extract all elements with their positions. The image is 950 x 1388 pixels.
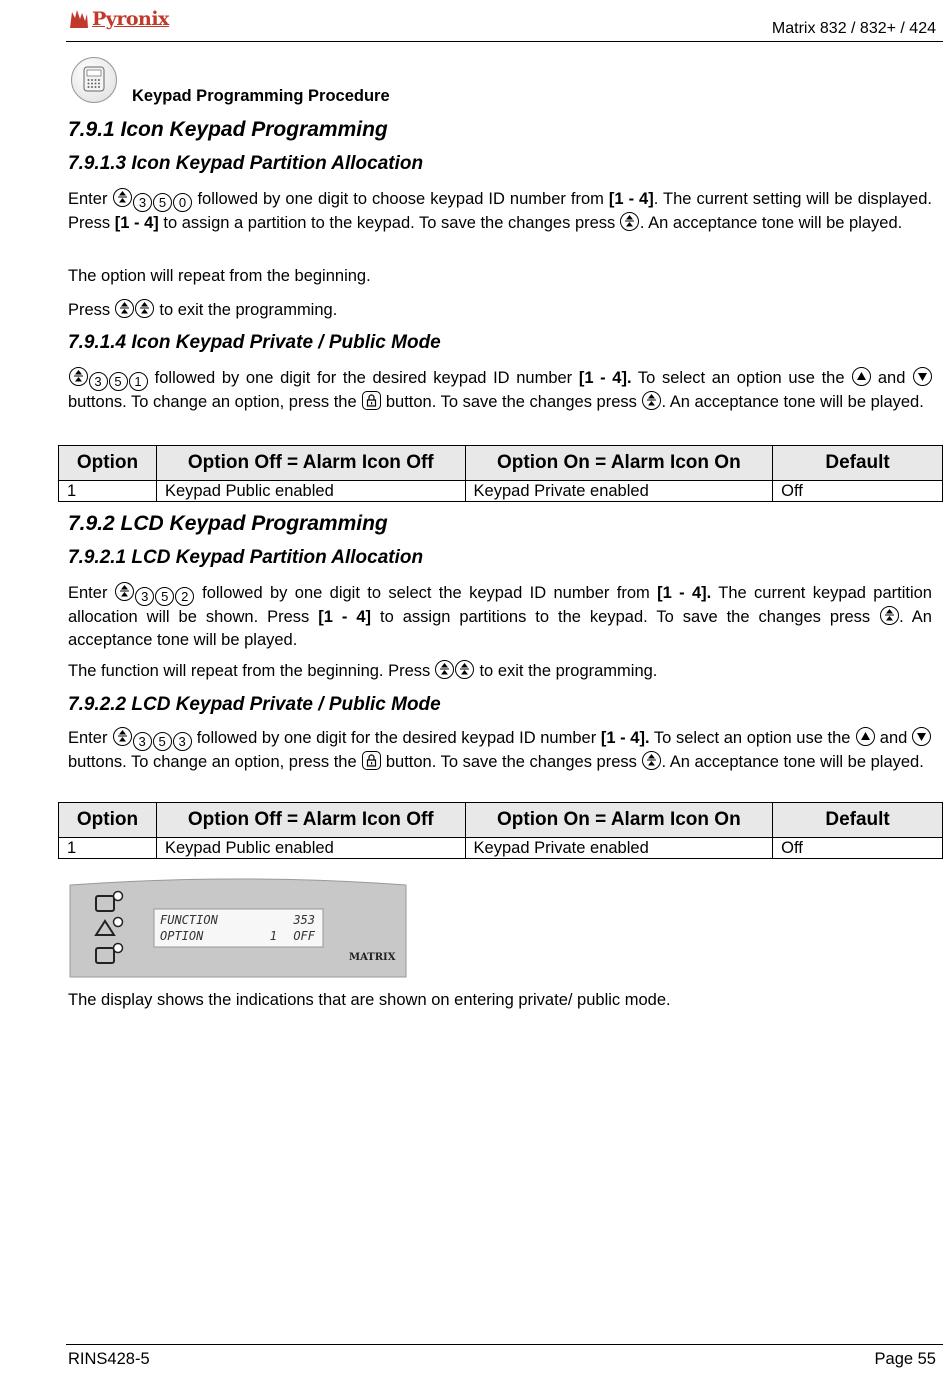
program-key-icon xyxy=(113,727,132,746)
program-key-icon xyxy=(135,299,154,318)
paragraph-7913-3: Press to exit the programming. xyxy=(68,301,338,319)
digit-key-3: 3 xyxy=(89,372,108,391)
up-arrow-key-icon xyxy=(852,367,871,386)
up-arrow-key-icon xyxy=(856,727,875,746)
lcd-line1-label: FUNCTION xyxy=(160,913,218,927)
lcd-line1-value: 353 xyxy=(293,913,315,927)
flame-icon xyxy=(68,8,90,30)
lcd-line2-num: 1 xyxy=(269,929,277,943)
digit-key-5: 5 xyxy=(109,372,128,391)
procedure-title: Keypad Programming Procedure xyxy=(132,87,390,105)
table-row: 1 Keypad Public enabled Keypad Private enabled Off xyxy=(59,481,943,502)
digit-key-0: 0 xyxy=(173,193,192,212)
paragraph-7922: Enter 3 5 3 followed by one digit for the desired keypad ID number [1 - 4]. To select an option use the and buttons. To change an option, press the button. To save the changes press . An acceptance tone will be played. xyxy=(68,727,932,774)
paragraph-7913-1: Enter 3 5 0 followed by one digit to choose keypad ID number from [1 - 4]. The current setting will be displayed. Press [1 - 4] to assign a partition to the keypad. To save the changes press . An acceptance tone will be played. xyxy=(68,190,932,232)
brand-name: Pyronix xyxy=(92,8,169,30)
model-title: Matrix 832 / 832+ / 424 xyxy=(771,20,936,37)
section-title-7913: 7.9.1.3 Icon Keypad Partition Allocation xyxy=(68,153,424,174)
paragraph-7921-1: Enter 3 5 2 followed by one digit to select the keypad ID number from [1 - 4]. The current keypad partition allocation will be shown. Press [1 - 4] to assign partitions to the keypad. To save the changes press . An acceptance tone will be played. xyxy=(68,584,932,649)
digit-key-3: 3 xyxy=(135,587,154,606)
table-header: Option Off = Alarm Icon Off xyxy=(156,803,465,838)
digit-key-2: 2 xyxy=(175,587,194,606)
table-header: Option xyxy=(59,446,157,481)
options-table-icon xyxy=(58,445,943,502)
table-header: Option xyxy=(59,803,157,838)
matrix-brand: MATRIX xyxy=(349,952,396,963)
program-key-icon xyxy=(620,212,639,231)
section-title-792: 7.9.2 LCD Keypad Programming xyxy=(68,512,388,535)
lcd-keypad-illustration xyxy=(69,877,407,978)
paragraph-7913-2: The option will repeat from the beginning. xyxy=(68,267,371,285)
down-arrow-key-icon xyxy=(912,727,931,746)
paragraph-7914: 3 5 1 followed by one digit for the desired keypad ID number [1 - 4]. To select an option use the and buttons. To change an option, press the button. To save the changes press . An acceptance tone will be played. xyxy=(68,367,932,414)
digit-key-3: 3 xyxy=(173,732,192,751)
lock-key-icon xyxy=(362,751,381,770)
lcd-line2-label: OPTION xyxy=(160,929,204,943)
program-key-icon xyxy=(115,299,134,318)
section-title-7921: 7.9.2.1 LCD Keypad Partition Allocation xyxy=(68,547,424,568)
pyronix-logo xyxy=(68,8,169,30)
footer-divider xyxy=(66,1344,943,1345)
program-key-icon xyxy=(642,391,661,410)
digit-key-5: 5 xyxy=(153,732,172,751)
digit-key-5: 5 xyxy=(153,193,172,212)
program-key-icon xyxy=(435,660,454,679)
program-key-icon xyxy=(69,367,88,386)
section-title-7914: 7.9.1.4 Icon Keypad Private / Public Mode xyxy=(68,332,441,353)
digit-key-3: 3 xyxy=(133,193,152,212)
program-key-icon xyxy=(880,606,899,625)
program-key-icon xyxy=(113,188,132,207)
doc-reference: RINS428-5 xyxy=(68,1350,150,1368)
page-number: Page 55 xyxy=(874,1350,936,1368)
down-arrow-key-icon xyxy=(913,367,932,386)
program-key-icon xyxy=(115,582,134,601)
section-title-7922: 7.9.2.2 LCD Keypad Private / Public Mode xyxy=(68,694,441,715)
digit-key-1: 1 xyxy=(129,372,148,391)
program-key-icon xyxy=(455,660,474,679)
lcd-line2-value: OFF xyxy=(293,929,315,943)
program-key-icon xyxy=(642,751,661,770)
table-header: Option On = Alarm Icon On xyxy=(465,446,773,481)
section-title-791: 7.9.1 Icon Keypad Programming xyxy=(68,118,388,141)
table-row: 1 Keypad Public enabled Keypad Private enabled Off xyxy=(59,838,943,859)
keypad-icon xyxy=(71,57,117,103)
paragraph-7921-2: The function will repeat from the beginning. Press to exit the programming. xyxy=(68,662,658,680)
table-header: Default xyxy=(773,803,943,838)
table-header: Option Off = Alarm Icon Off xyxy=(156,446,465,481)
figure-caption: The display shows the indications that are shown on entering private/ public mode. xyxy=(68,991,671,1009)
digit-key-3: 3 xyxy=(133,732,152,751)
lock-key-icon xyxy=(362,391,381,410)
header-divider xyxy=(66,41,943,42)
table-header: Default xyxy=(773,446,943,481)
digit-key-5: 5 xyxy=(155,587,174,606)
table-header: Option On = Alarm Icon On xyxy=(465,803,773,838)
options-table-lcd xyxy=(58,802,943,859)
